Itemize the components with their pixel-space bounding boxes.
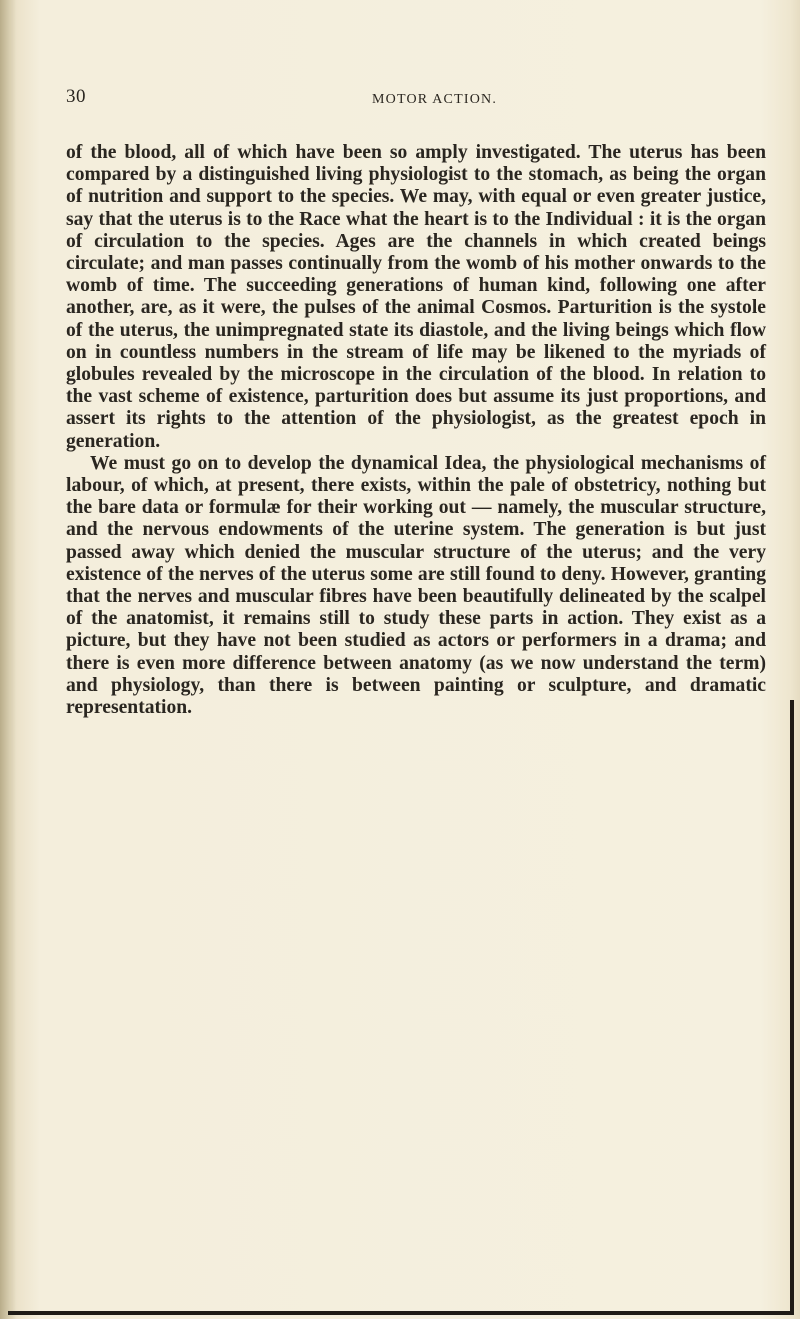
page-edge-right bbox=[790, 700, 794, 1315]
body-text bbox=[66, 142, 766, 719]
page-number: 30 bbox=[66, 86, 86, 107]
running-head: MOTOR ACTION. bbox=[372, 92, 498, 107]
page-edge-bottom bbox=[8, 1311, 794, 1315]
binding-shadow bbox=[0, 0, 16, 1319]
paragraph-2: We must go on to develop the dynamical Idea, the physiological mechanisms of labour, of which, at present, there exists, within the pale of obstetricy, nothing but the bare data or formulæ for their working out — namely, the muscular structure, and the nervous endowments of the uterine system. The generation is but just passed away which denied the muscular structure of the uterus; and the very existence of the nerves of the uterus some are still found to deny. However, granting that the nerves and muscular fibres have been beautifully delineated by the scalpel of the anatomist, it remains still to study these parts in action. They exist as a picture, but they have not been studied as actors or performers in a drama; and there is even more difference between anatomy (as we now understand the term) and physiology, than there is between painting or sculpture, and dramatic representation. bbox=[66, 452, 766, 719]
paragraph-1: of the blood, all of which have been so amply investigated. The uterus has been compared by a distinguished living physiologist to the stomach, as being the organ of nutrition and support to the species. We may, with equal or even greater justice, say that the uterus is to the Race what the heart is to the Individual : it is the organ of circulation to the species. Ages are the channels in which created beings circulate; and man passes continually from the womb of his mother onwards to the womb of time. The succeeding generations of human kind, following one after another, are, as it were, the pulses of the animal Cosmos. Parturition is the systole of the uterus, the unimpregnated state its diastole, and the living beings which flow on in countless numbers in the stream of life may be likened to the myriads of globules revealed by the microscope in the circulation of the blood. In relation to the vast scheme of existence, parturition does but assume its just proportions, and assert its rights to the attention of the physiologist, as the greatest epoch in generation. bbox=[66, 142, 766, 452]
